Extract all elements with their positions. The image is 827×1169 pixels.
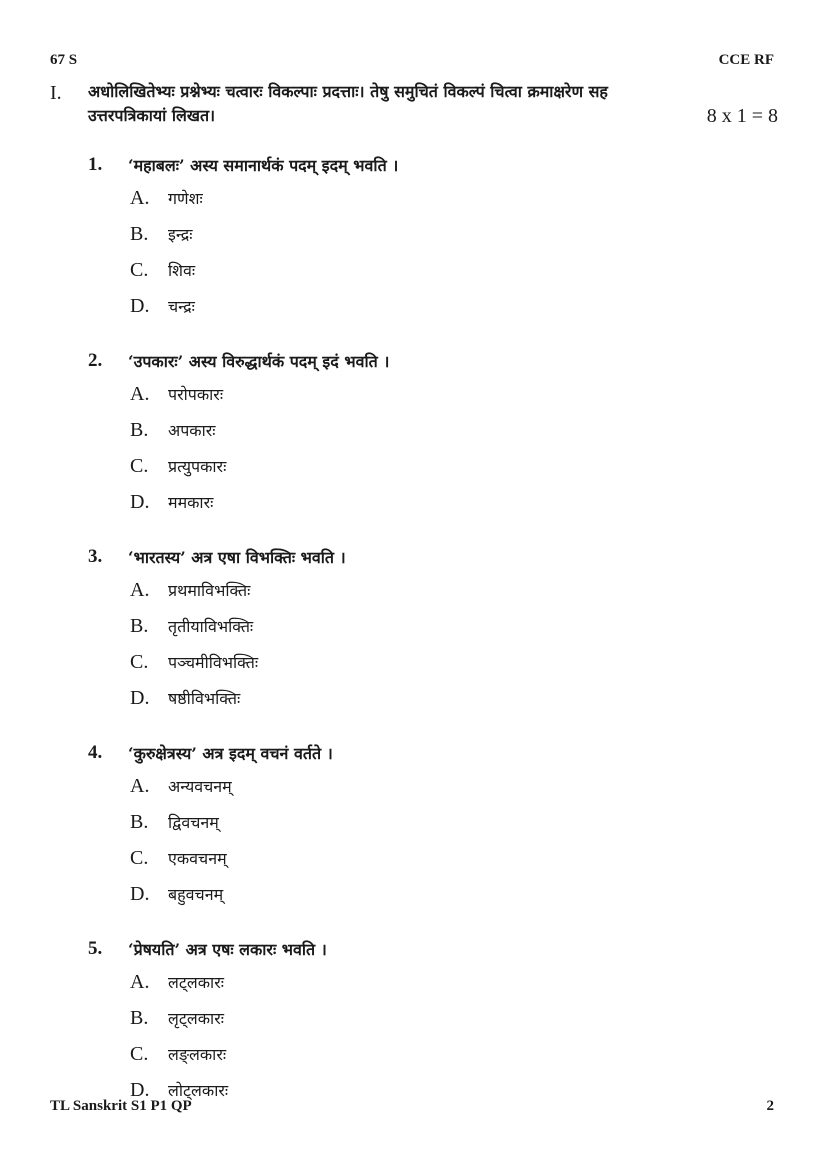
- question-3: [88, 542, 778, 716]
- option-text: लोट्लकारः: [168, 1081, 229, 1100]
- instruction-line-1: अधोलिखितेभ्यः प्रश्नेभ्यः चत्वारः विकल्पाः प्रदत्ताः। तेषु समुचितं विकल्पं चित्वा क्रमाक्षरेण सह: [88, 82, 608, 101]
- option-letter: A.: [130, 578, 150, 601]
- option-letter: C.: [130, 650, 149, 673]
- option-letter: B.: [130, 1006, 149, 1029]
- option-c: [130, 252, 778, 288]
- option-letter: A.: [130, 382, 150, 405]
- section-instruction: [88, 80, 778, 128]
- option-letter: D.: [130, 294, 150, 317]
- option-letter: D.: [130, 686, 150, 709]
- page-number: 2: [766, 1098, 774, 1114]
- option-letter: C.: [130, 258, 149, 281]
- option-letter: B.: [130, 614, 149, 637]
- option-text: चन्द्रः: [168, 297, 195, 316]
- option-a: [130, 964, 778, 1000]
- option-letter: B.: [130, 418, 149, 441]
- option-b: [130, 804, 778, 840]
- option-text: तृतीयाविभक्तिः: [168, 617, 254, 636]
- section-number: I.: [50, 82, 62, 104]
- option-letter: B.: [130, 810, 149, 833]
- option-text: पञ्चमीविभक्तिः: [168, 653, 259, 672]
- option-letter: A.: [130, 970, 150, 993]
- option-text: लृट्लकारः: [168, 1009, 224, 1028]
- option-text: इन्द्रः: [168, 225, 193, 244]
- option-d: [130, 876, 778, 912]
- question-1: [88, 150, 778, 324]
- option-text: द्विवचनम्: [168, 813, 219, 832]
- question-2: [88, 346, 778, 520]
- option-text: षष्ठीविभक्तिः: [168, 689, 241, 708]
- question-text: ‘भारतस्य’ अत्र एषा विभक्तिः भवति ।: [128, 548, 346, 567]
- option-text: बहुवचनम्: [168, 885, 224, 904]
- option-c: [130, 448, 778, 484]
- option-b: [130, 216, 778, 252]
- option-text: लङ्लकारः: [168, 1045, 227, 1064]
- question-stem-row: [88, 738, 778, 768]
- instruction-line-2-row: [88, 104, 778, 128]
- question-number: 5.: [88, 938, 103, 959]
- question-text: ‘प्रेषयति’ अत्र एषः लकारः भवति ।: [128, 940, 327, 959]
- option-text: शिवः: [168, 261, 196, 280]
- option-text: अन्यवचनम्: [168, 777, 232, 796]
- question-number: 1.: [88, 154, 103, 175]
- option-letter: D.: [130, 1078, 150, 1101]
- option-d: [130, 484, 778, 520]
- footer-paper-name: TL Sanskrit S1 P1 QP: [50, 1098, 192, 1114]
- option-d: [130, 288, 778, 324]
- option-letter: C.: [130, 454, 149, 477]
- option-text: अपकारः: [168, 421, 216, 440]
- question-number: 2.: [88, 350, 103, 371]
- question-stem-row: [88, 150, 778, 180]
- option-c: [130, 1036, 778, 1072]
- option-b: [130, 412, 778, 448]
- option-letter: D.: [130, 490, 150, 513]
- option-b: [130, 608, 778, 644]
- option-text: परोपकारः: [168, 385, 224, 404]
- option-text: प्रथमाविभक्तिः: [168, 581, 251, 600]
- option-a: [130, 572, 778, 608]
- option-a: [130, 768, 778, 804]
- option-text: ममकारः: [168, 493, 214, 512]
- option-letter: C.: [130, 1042, 149, 1065]
- series-code: CCE RF: [718, 52, 774, 68]
- question-number: 3.: [88, 546, 103, 567]
- question-stem-row: [88, 346, 778, 376]
- question-stem-row: [88, 542, 778, 572]
- option-d: [130, 1072, 778, 1108]
- question-text: ‘महाबलः’ अस्य समानार्थकं पदम् इदम् भवति ।: [128, 156, 399, 175]
- question-text: ‘उपकारः’ अस्य विरुद्धार्थकं पदम् इदं भवति ।: [128, 352, 390, 371]
- question-list: [88, 150, 778, 1130]
- option-b: [130, 1000, 778, 1036]
- option-a: [130, 180, 778, 216]
- option-letter: D.: [130, 882, 150, 905]
- marks-allocation: 8 x 1 = 8: [706, 105, 778, 127]
- question-stem-row: [88, 934, 778, 964]
- option-letter: A.: [130, 186, 150, 209]
- option-letter: A.: [130, 774, 150, 797]
- option-text: प्रत्युपकारः: [168, 457, 227, 476]
- option-letter: C.: [130, 846, 149, 869]
- instruction-line-2: उत्तरपत्रिकायां लिखत।: [88, 106, 216, 125]
- option-c: [130, 644, 778, 680]
- question-5: [88, 934, 778, 1108]
- option-text: एकवचनम्: [168, 849, 227, 868]
- question-number: 4.: [88, 742, 103, 763]
- question-4: [88, 738, 778, 912]
- option-text: गणेशः: [168, 189, 203, 208]
- option-text: लट्लकारः: [168, 973, 224, 992]
- option-d: [130, 680, 778, 716]
- paper-code: 67 S: [50, 52, 78, 68]
- option-c: [130, 840, 778, 876]
- option-a: [130, 376, 778, 412]
- question-text: ‘कुरुक्षेत्रस्य’ अत्र इदम् वचनं वर्तते ।: [128, 744, 333, 763]
- option-letter: B.: [130, 222, 149, 245]
